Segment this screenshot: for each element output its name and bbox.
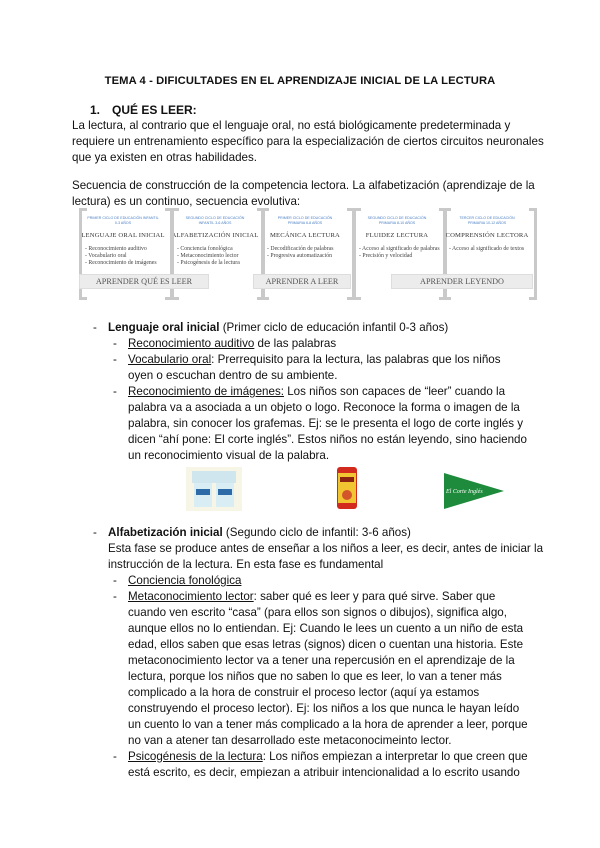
svg-text:El Corte Inglés: El Corte Inglés [446,489,483,495]
bullet-dash: - [113,385,117,398]
text-line: dicen “ahí pone: El corte inglés”. Estos niños no están leyendo, sino haciendo [128,433,527,446]
bullet-dash: - [113,574,117,587]
panel-stage: PRIMER CICLO DE EDUCACIÓN INFANTIL 0-3 AÑOS [87,216,159,225]
panel-item: - Reconocimiento auditivo [85,246,147,252]
sub-item-text: : Los niños empiezan a interpretar lo que creen que [262,750,528,763]
sub-item-term: Vocabulario oral [128,353,212,366]
sub-item-text: : Prerrequisito para la lectura, las palabras que los niños [211,353,501,366]
panel-item: - Acceso al significado de textos [449,246,525,252]
stage-bar: APRENDER A LEER [253,274,351,289]
item-subtitle: (Primer ciclo de educación infantil 0-3 años) [219,321,449,334]
text-line: un reconocimiento visual de la palabra. [128,449,330,462]
panel-items [177,246,259,267]
item-title: Lenguaje oral inicial [108,321,220,334]
panel-item: - Vocabulario oral [85,253,127,259]
panel-title: COMPRENSIÓN LECTORA [445,232,529,239]
text-line: instrucción de la lectura. En esta fase es fundamental [108,558,384,571]
item-title: Alfabetización inicial [108,526,223,539]
panel-title: LENGUAJE ORAL INICIAL [81,232,165,239]
el-corte-ingles-logo [444,473,504,509]
bullet-dash: - [113,353,117,366]
sub-item-term: Psicogénesis de la lectura [128,750,263,763]
list-item-lenguaje-oral [93,320,527,464]
text-line: palabra va a asociada a un objeto o logo. Reconoce la forma o imagen de la [128,401,520,414]
bullet-dash: - [93,526,97,539]
panel-item: - Acceso al significado de palabras [359,246,440,252]
text-line: cuando ven escrito “casa” (para ellos son signos o dibujos), significa algo, [128,606,507,619]
panel-stage: SEGUNDO CICLO DE EDUCACIÓN INFANTIL 3-6 AÑOS [185,216,245,225]
panel-title: MECÁNICA LECTURA [269,232,341,239]
text-line: complicado a la hora de construir el proceso lector (aquí ya estamos [128,686,480,699]
sub-item-term: Reconocimiento auditivo [128,337,255,350]
text-line: Esta fase se produce antes de enseñar a los niños a leer, es decir, antes de iniciar la [108,542,544,555]
sub-item-text: de las palabras [254,337,337,350]
text-line: requiere un entrenamiento específico para la especialización de ciertos circuitos neuronales [72,135,544,148]
text-line: edad, ellos saben que esas letras (signos) dicen o cuentan una historia. Este [128,638,524,651]
diagram-panel [261,212,349,280]
stage-bar: APRENDER LEYENDO [391,274,533,289]
text-line: un cuento lo van a tener más complicado a la hora de aprender a leer, porque [128,718,528,731]
sub-item-term: Reconocimiento de imágenes: [128,385,284,398]
panel-items [85,246,167,267]
sub-item-text: Los niños son capaces de “leer” cuando la [283,385,506,398]
text-line: oyen o escuchan dentro de su ambiente. [128,369,338,382]
paragraph-2 [72,178,535,210]
panel-item: - Decodificación de palabras [267,246,334,252]
bullet-dash: - [113,337,117,350]
reading-sequence-diagram [73,208,533,302]
diagram-panel [79,212,167,280]
sub-list-item [113,336,527,352]
sub-list-item [113,352,527,384]
sub-list-item [113,749,543,781]
text-line: que ya existen en otras habilidades. [72,151,257,164]
sub-list-item [113,589,543,749]
sub-item-term: Conciencia fonológica [128,574,242,587]
bullet-dash: - [93,321,97,334]
sub-item-term: Metaconocimiento lector [128,590,254,603]
sub-item-text: : saber qué es leer y para qué sirve. Saber que [253,590,496,603]
panel-stage: TERCER CICLO DE EDUCACIÓN PRIMARIA 10-12 AÑOS [459,216,515,225]
stage-bar: APRENDER QUÉ ES LEER [79,274,209,289]
panel-items [359,246,441,260]
panel-item: - Psicogénesis de la lectura [177,260,240,266]
paragraph-1 [72,118,544,166]
panel-item: - Progresiva automatización [267,253,333,259]
panel-title: ALFABETIZACIÓN INICIAL [171,232,259,239]
text-line: metaconocimiento lector va a tener una repercusión en el aprendizaje de la [128,654,515,667]
text-line: lectura) es un continuo, secuencia evolutiva: [72,195,301,208]
text-line: lectura, porque los niños que no saben lo que es leer, lo van a tener más [128,670,502,683]
panel-item: - Conciencia fonológica [177,246,233,252]
panel-title: FLUIDEZ LECTURA [365,232,429,239]
diagram-panel [443,212,531,280]
section-heading [90,102,197,118]
item-intro [93,541,543,573]
text-line: está escrito, es decir, empiezan a atribuir intencionalidad a lo escrito usando [128,766,520,779]
yogurt-image [186,467,242,511]
panel-item: - Reconocimiento de imágenes [85,260,157,266]
document-title: TEMA 4 - DIFICULTADES EN EL APRENDIZAJE INICIAL DE LA LECTURA [104,75,496,87]
text-line: palabra, sin conocer los grafemas. Ej: se le presenta el logo de corte inglés y [128,417,524,430]
cola-cao-image [336,467,358,509]
text-line: construyendo el proceso lector). Ej: los niños a los que nunca le hayan leído [128,702,520,715]
panel-items [267,246,349,260]
panel-stage: SEGUNDO CICLO DE EDUCACIÓN PRIMARIA 8-10 AÑOS [367,216,427,225]
list-item-alfabetizacion [93,525,543,781]
item-subtitle: (Segundo ciclo de infantil: 3-6 años) [222,526,411,539]
section-title: QUÉ ES LEER: [112,103,197,117]
text-line: La lectura, al contrario que el lenguaje oral, no está biológicamente predeterminada y [72,119,511,132]
diagram-panel [353,212,441,280]
section-number: 1. [90,103,101,117]
text-line: no van a atener tan desarrollado este metaconocimeinto lector. [128,734,452,747]
bullet-dash: - [113,590,117,603]
panel-item: - Metaconocimiento lector [177,253,239,259]
text-line: aunque ellos no lo entiendan. Ej: Cuando le lees un cuento a un niño de esta [128,622,524,635]
bracket-left [353,208,361,300]
sub-list-item [113,384,527,464]
sub-list-item [113,573,543,589]
text-line: Secuencia de construcción de la competencia lectora. La alfabetización (aprendizaje de la [72,179,535,192]
panel-items [449,246,531,253]
bullet-dash: - [113,750,117,763]
panel-item: - Precisión y velocidad [359,253,413,259]
panel-stage: PRIMER CICLO DE EDUCACIÓN PRIMARIA 6-8 AÑOS [277,216,333,225]
diagram-panel [171,212,259,280]
